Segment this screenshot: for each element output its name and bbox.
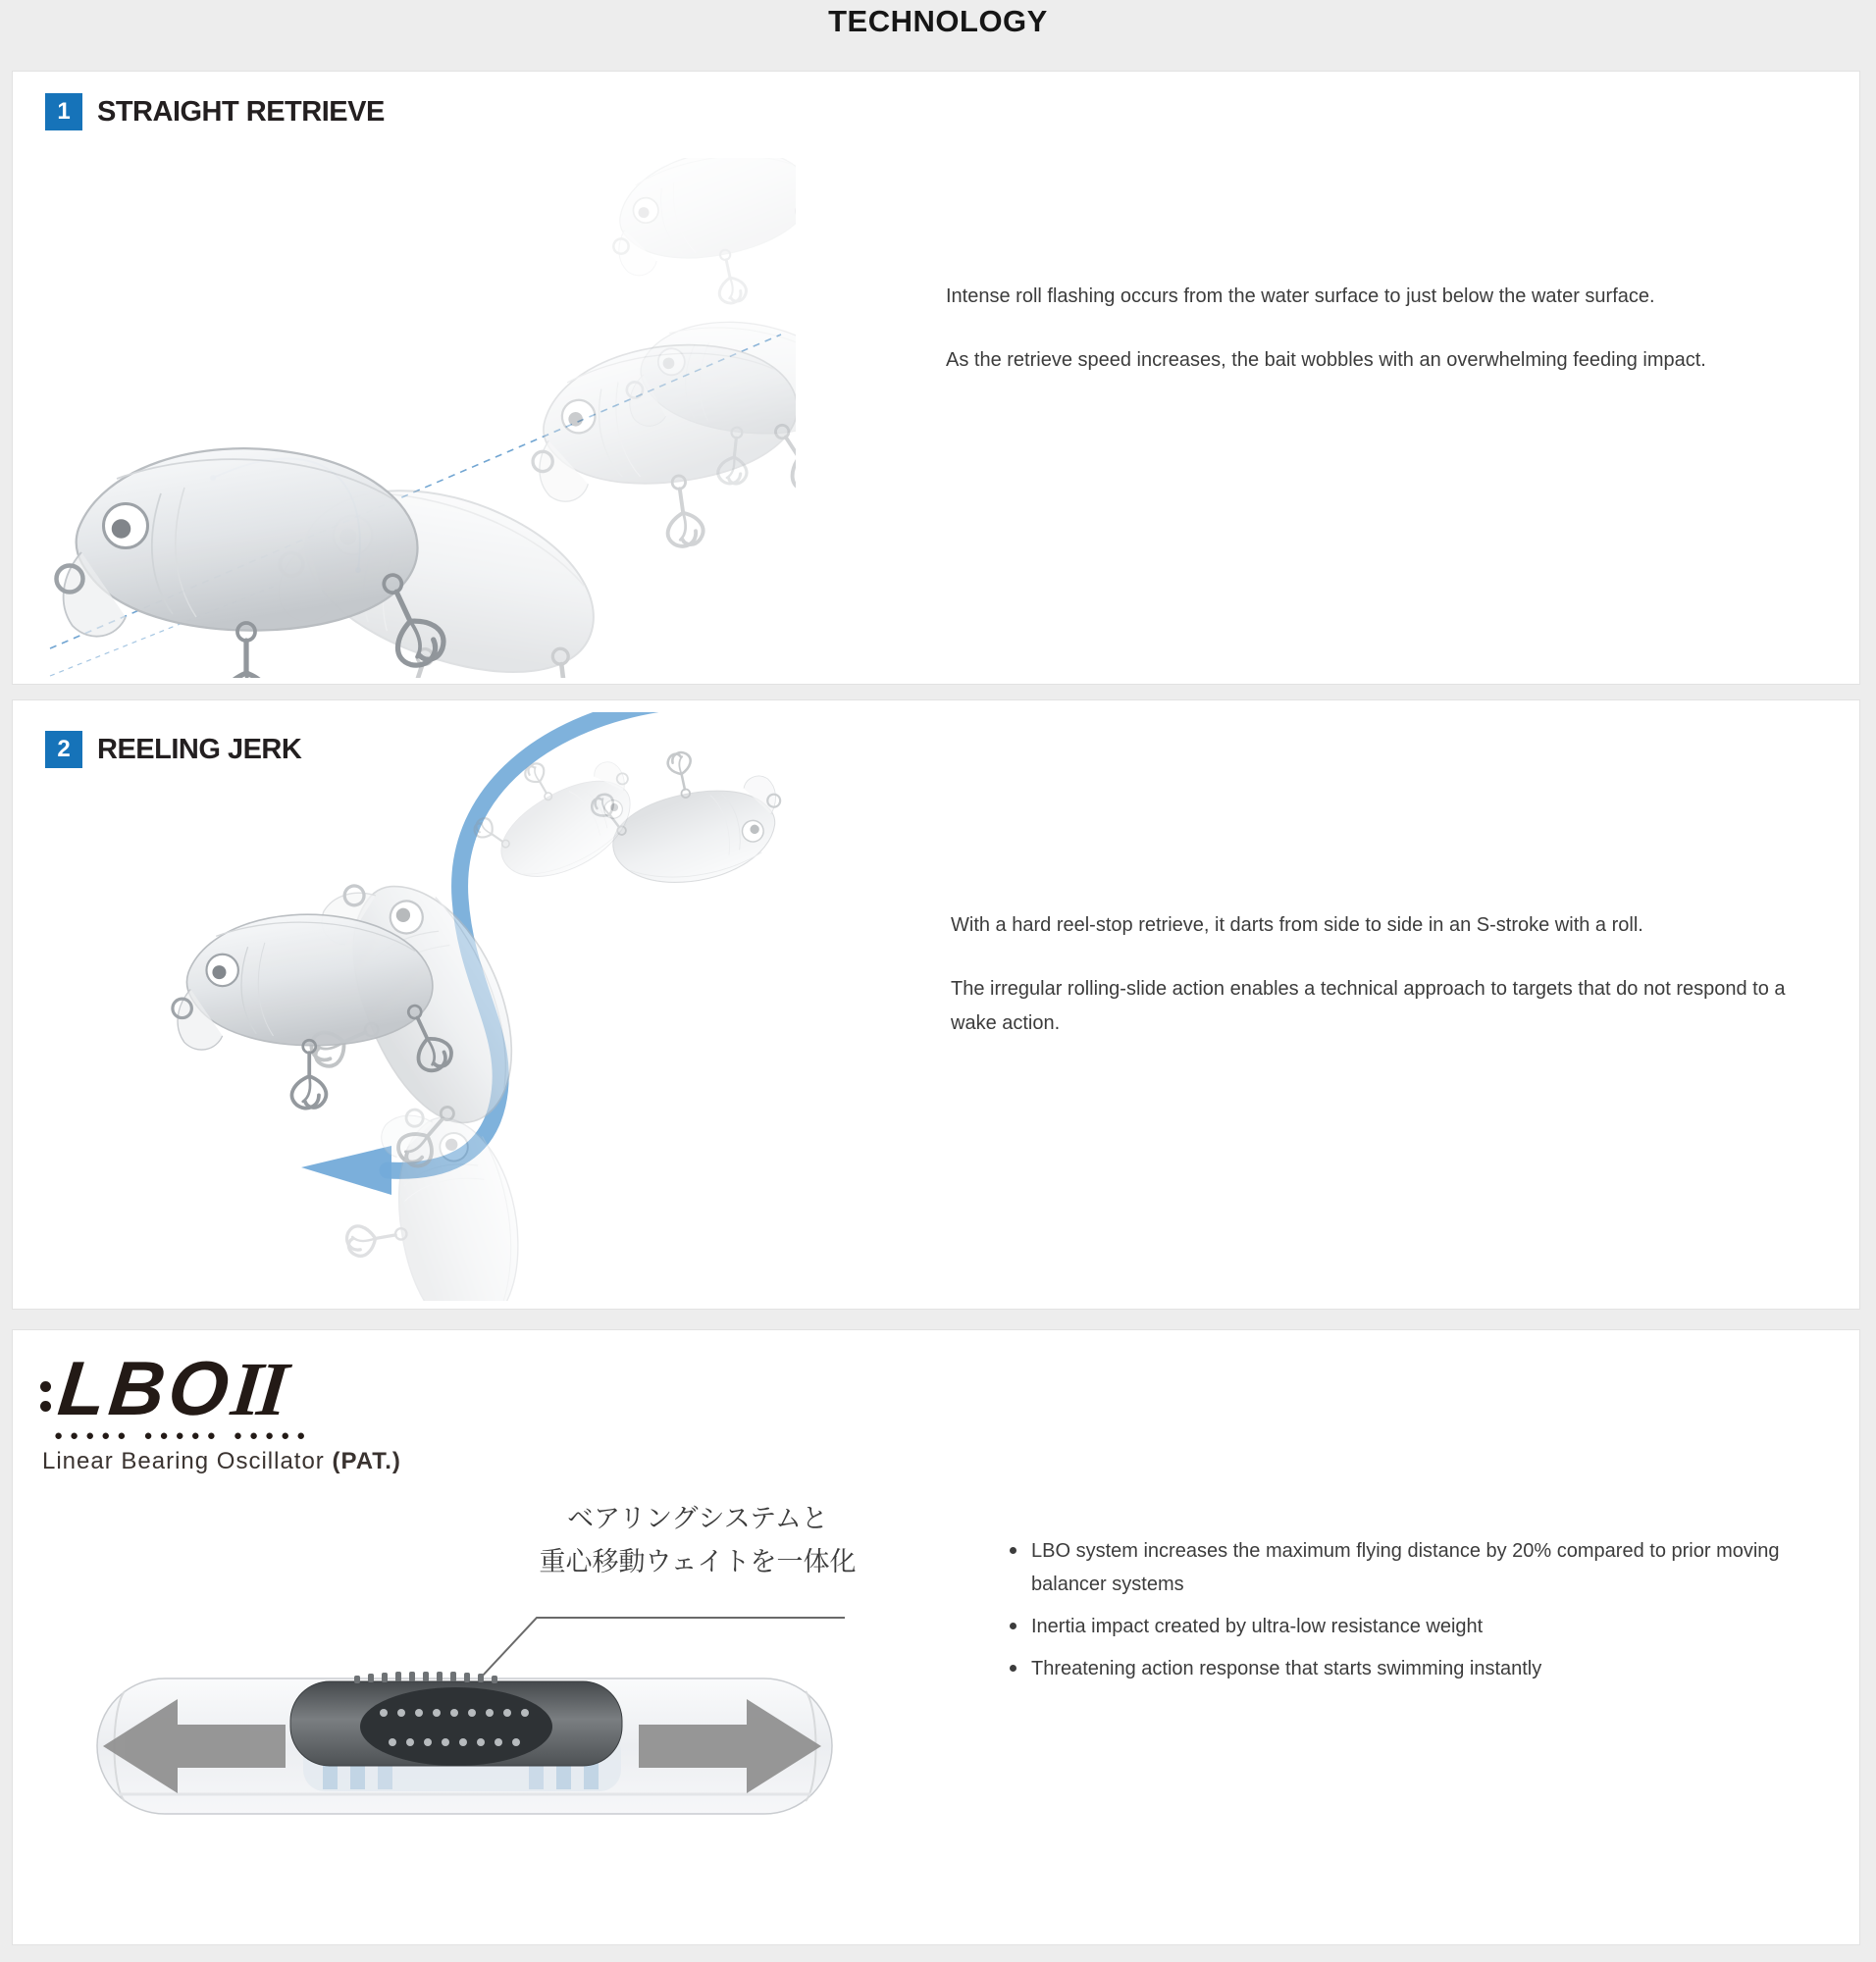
panel-reeling-jerk xyxy=(12,699,1860,1310)
lbo-jp-annotation xyxy=(482,1497,913,1583)
reeling-jerk-illustration xyxy=(158,712,845,1301)
paragraph: As the retrieve speed increases, the bait wobbles with an overwhelming feeding impact. xyxy=(946,349,1706,371)
ghost-lure xyxy=(327,1096,538,1301)
paragraph: Intense roll flashing occurs from the water surface to just below the water surface. xyxy=(946,285,1655,307)
lbo-cylinder-diagram xyxy=(60,1593,864,1919)
ghost-lure xyxy=(457,726,653,904)
lbo-logo-left-dots xyxy=(40,1381,51,1412)
bullet-item: LBO system increases the maximum flying distance by 20% compared to prior moving balancer systems xyxy=(1002,1534,1846,1601)
s-stroke-arrowhead xyxy=(301,1146,391,1195)
section-head-straight-retrieve xyxy=(45,93,385,130)
bullet-item: Threatening action response that starts swimming instantly xyxy=(1002,1652,1846,1685)
panel-straight-retrieve xyxy=(12,71,1860,685)
pat-label: (PAT.) xyxy=(332,1448,401,1475)
page-title: TECHNOLOGY xyxy=(828,4,1048,38)
straight-retrieve-illustration xyxy=(21,158,796,678)
step-1-badge: 1 xyxy=(45,93,82,130)
panel-lbo xyxy=(12,1329,1860,1945)
section-title-straight-retrieve: STRAIGHT RETRIEVE xyxy=(97,95,385,128)
lbo-bullet-list xyxy=(1002,1534,1846,1694)
lbo-logo-subtitle: Linear Bearing Oscillator (PAT.) xyxy=(42,1448,401,1475)
jp-annotation-line1: ベアリングシステムと xyxy=(567,1504,828,1533)
bearing-capsule xyxy=(290,1672,622,1766)
jp-annotation-line2: 重心移動ウェイトを一体化 xyxy=(539,1547,857,1576)
ghost-lure xyxy=(599,158,796,325)
straight-retrieve-text xyxy=(946,280,1799,407)
lbo-logo-text: LBOII xyxy=(54,1345,288,1431)
step-2-badge: 2 xyxy=(45,731,82,768)
bullet-item: Inertia impact created by ultra-low resistance weight xyxy=(1002,1610,1846,1643)
paragraph: With a hard reel-stop retrieve, it darts from side to side in an S-stroke with a roll. xyxy=(951,914,1643,936)
lbo-logo-dots-row: ●●●●● ●●●●● ●●●●● xyxy=(54,1427,313,1445)
lbo-logo xyxy=(40,1345,401,1475)
paragraph: The irregular rolling-slide action enables a technical approach to targets that do not respond to a wake action. xyxy=(951,978,1786,1034)
lbo-logo-suffix: II xyxy=(228,1346,288,1431)
ghost-lure xyxy=(519,326,796,565)
main-lure xyxy=(57,448,450,678)
section-title-reeling-jerk: REELING JERK xyxy=(97,733,302,765)
reeling-jerk-text xyxy=(951,908,1804,1070)
